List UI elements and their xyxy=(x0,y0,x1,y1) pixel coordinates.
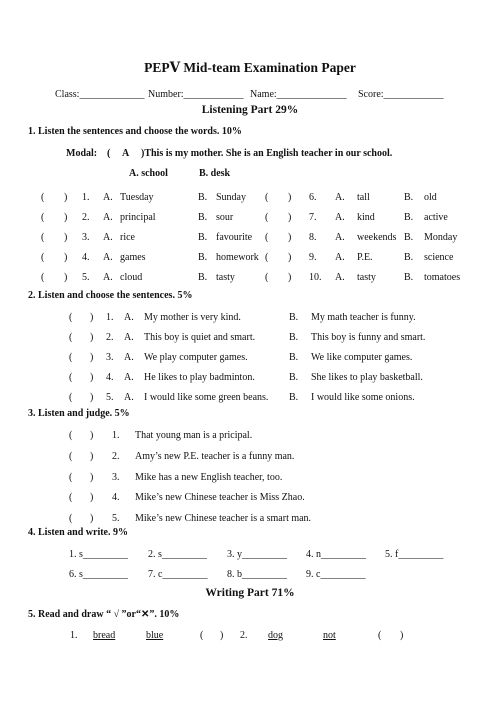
q2-option-b: She likes to play basketball. xyxy=(311,372,423,383)
q2-paren-open[interactable]: ( xyxy=(69,372,73,383)
model-sentence: )This is my mother. She is an English teacher in our school. xyxy=(141,148,393,159)
q1-option-a-letter: A. xyxy=(103,192,113,203)
q1-option-b-letter: B. xyxy=(198,272,208,283)
q2-option-a-letter: A. xyxy=(124,392,134,403)
q1-paren-close: ) xyxy=(64,192,68,203)
q4-blank[interactable]: 8. b_________ xyxy=(227,569,287,580)
number-field: Number:____________ xyxy=(148,89,244,100)
q3-paren-close: ) xyxy=(90,513,94,524)
q1-paren-close: ) xyxy=(64,232,68,243)
q1-item-number: 1. xyxy=(82,192,90,203)
q2-item-number: 4. xyxy=(106,372,114,383)
q1-paren-open[interactable]: ( xyxy=(41,272,45,283)
q2-paren-close: ) xyxy=(90,392,94,403)
q2-paren-open[interactable]: ( xyxy=(69,352,73,363)
q3-paren-open[interactable]: ( xyxy=(69,492,73,503)
q1-item-number: 2. xyxy=(82,212,90,223)
q1-option-a-letter-right: A. xyxy=(335,232,345,243)
model-label: Modal: xyxy=(66,148,98,159)
q3-paren-close: ) xyxy=(90,472,94,483)
q3-paren-open[interactable]: ( xyxy=(69,451,73,462)
writing-part-heading: Writing Part 71% xyxy=(205,587,295,599)
q2-option-b-letter: B. xyxy=(289,392,299,403)
q1-option-b: tasty xyxy=(216,272,235,283)
q1-option-b-letter: B. xyxy=(198,252,208,263)
q3-item-number: 5. xyxy=(112,513,120,524)
q1-paren-open-right[interactable]: ( xyxy=(265,252,269,263)
q3-item-number: 3. xyxy=(112,472,120,483)
q5-word-bread: bread xyxy=(93,630,116,641)
q3-statement: Amy’s new P.E. teacher is a funny man. xyxy=(135,451,295,462)
q1-option-a-letter-right: A. xyxy=(335,252,345,263)
q5-paren-open-2[interactable]: ( xyxy=(378,630,382,641)
q2-heading: 2. Listen and choose the sentences. 5% xyxy=(28,290,193,301)
q1-paren-open-right[interactable]: ( xyxy=(265,232,269,243)
q1-item-number-right: 8. xyxy=(309,232,317,243)
q3-paren-close: ) xyxy=(90,430,94,441)
q4-blank[interactable]: 5. f_________ xyxy=(385,549,444,560)
q3-statement: Mike’s new Chinese teacher is Miss Zhao. xyxy=(135,492,305,503)
q2-option-a: We play computer games. xyxy=(144,352,248,363)
q2-paren-close: ) xyxy=(90,352,94,363)
q1-option-b: Sunday xyxy=(216,192,246,203)
q4-blank[interactable]: 4. n_________ xyxy=(306,549,366,560)
q2-option-a: I would like some green beans. xyxy=(144,392,269,403)
model-option-b: B. desk xyxy=(199,168,231,179)
q1-paren-close: ) xyxy=(64,272,68,283)
model-answer: A xyxy=(122,148,130,159)
q5-word-not: not xyxy=(323,630,336,641)
q1-option-a-letter: A. xyxy=(103,272,113,283)
q3-item-number: 4. xyxy=(112,492,120,503)
q2-option-b-letter: B. xyxy=(289,352,299,363)
q5-word-dog: dog xyxy=(268,630,283,641)
q4-blank[interactable]: 1. s_________ xyxy=(69,549,128,560)
q2-option-b-letter: B. xyxy=(289,332,299,343)
q2-option-a-letter: A. xyxy=(124,332,134,343)
q1-option-b-letter-right: B. xyxy=(404,212,414,223)
q1-option-b-letter-right: B. xyxy=(404,272,414,283)
q2-option-a-letter: A. xyxy=(124,372,134,383)
q5-paren-close-2: ) xyxy=(400,630,404,641)
q5-paren-open-1[interactable]: ( xyxy=(200,630,204,641)
q1-option-a-letter: A. xyxy=(103,252,113,263)
q1-option-b-right: science xyxy=(424,252,454,263)
q2-option-a: This boy is quiet and smart. xyxy=(144,332,256,343)
model-paren: ( xyxy=(107,148,111,159)
q3-paren-close: ) xyxy=(90,492,94,503)
q1-option-a-letter-right: A. xyxy=(335,192,345,203)
q2-option-b: My math teacher is funny. xyxy=(311,312,416,323)
q1-paren-close: ) xyxy=(64,252,68,263)
q3-item-number: 1. xyxy=(112,430,120,441)
q2-paren-open[interactable]: ( xyxy=(69,392,73,403)
class-field: Class:_____________ xyxy=(55,89,145,100)
q2-option-b: We like computer games. xyxy=(311,352,413,363)
q2-paren-open[interactable]: ( xyxy=(69,312,73,323)
q1-option-a-right: P.E. xyxy=(357,252,373,263)
q2-option-a-letter: A. xyxy=(124,312,134,323)
model-option-a: A. school xyxy=(129,168,168,179)
q4-blank[interactable]: 7. c_________ xyxy=(148,569,208,580)
q1-option-b-right: Monday xyxy=(424,232,458,243)
q4-blank[interactable]: 3. y_________ xyxy=(227,549,287,560)
q1-option-a-letter-right: A. xyxy=(335,212,345,223)
q1-option-a-letter-right: A. xyxy=(335,272,345,283)
q2-item-number: 2. xyxy=(106,332,114,343)
q2-item-number: 5. xyxy=(106,392,114,403)
name-field: Name:______________ xyxy=(250,89,347,100)
q1-option-b-right: active xyxy=(424,212,448,223)
q3-paren-open[interactable]: ( xyxy=(69,513,73,524)
q2-option-b: I would like some onions. xyxy=(311,392,415,403)
q5-paren-close-1: ) xyxy=(220,630,224,641)
q1-item-number-right: 9. xyxy=(309,252,317,263)
q1-option-a: cloud xyxy=(120,272,143,283)
q1-option-b-letter: B. xyxy=(198,232,208,243)
q3-statement: That young man is a pricipal. xyxy=(135,430,253,441)
q3-paren-close: ) xyxy=(90,451,94,462)
q1-option-a: Tuesday xyxy=(120,192,154,203)
q3-paren-open[interactable]: ( xyxy=(69,430,73,441)
q2-option-a: He likes to play badminton. xyxy=(144,372,255,383)
q2-paren-open[interactable]: ( xyxy=(69,332,73,343)
q5-word-blue: blue xyxy=(146,630,164,641)
q5-heading: 5. Read and draw “ √ ”or“✕”. 10% xyxy=(28,609,180,620)
q1-paren-open-right[interactable]: ( xyxy=(265,192,269,203)
q2-option-b-letter: B. xyxy=(289,312,299,323)
q1-option-a: principal xyxy=(120,212,156,223)
q1-option-b-letter-right: B. xyxy=(404,252,414,263)
q4-blank[interactable]: 9. c_________ xyxy=(306,569,366,580)
q1-option-a-right: weekends xyxy=(357,232,397,243)
q1-option-a: rice xyxy=(120,232,135,243)
q1-paren-open[interactable]: ( xyxy=(41,192,45,203)
q1-option-b: homework xyxy=(216,252,259,263)
q4-blank[interactable]: 6. s_________ xyxy=(69,569,128,580)
q1-paren-close-right: ) xyxy=(288,272,292,283)
q1-option-b: favourite xyxy=(216,232,253,243)
q1-item-number: 4. xyxy=(82,252,90,263)
q1-item-number-right: 7. xyxy=(309,212,317,223)
q3-statement: Mike’s new Chinese teacher is a smart man. xyxy=(135,513,312,524)
q1-paren-close-right: ) xyxy=(288,212,292,223)
q1-item-number: 3. xyxy=(82,232,90,243)
q1-item-number-right: 10. xyxy=(309,272,322,283)
q1-option-a-right: tall xyxy=(357,192,370,203)
q2-option-a: My mother is very kind. xyxy=(144,312,241,323)
q1-paren-close-right: ) xyxy=(288,192,292,203)
q5-number-2: 2. xyxy=(240,630,248,641)
q1-option-b: sour xyxy=(216,212,234,223)
q1-paren-open-right[interactable]: ( xyxy=(265,212,269,223)
q1-paren-open-right[interactable]: ( xyxy=(265,272,269,283)
q4-heading: 4. Listen and write. 9% xyxy=(28,527,128,538)
q1-option-b-right: old xyxy=(424,192,437,203)
q2-item-number: 3. xyxy=(106,352,114,363)
q2-paren-close: ) xyxy=(90,372,94,383)
q1-option-b-letter-right: B. xyxy=(404,232,414,243)
q2-item-number: 1. xyxy=(106,312,114,323)
q4-blank[interactable]: 2. s_________ xyxy=(148,549,207,560)
q1-paren-close-right: ) xyxy=(288,232,292,243)
q1-option-a: games xyxy=(120,252,146,263)
q1-option-a-right: kind xyxy=(357,212,375,223)
q2-paren-close: ) xyxy=(90,332,94,343)
score-field: Score:____________ xyxy=(358,89,444,100)
q5-number-1: 1. xyxy=(70,630,78,641)
q1-item-number: 5. xyxy=(82,272,90,283)
q2-option-a-letter: A. xyxy=(124,352,134,363)
q1-paren-close: ) xyxy=(64,212,68,223)
q2-option-b-letter: B. xyxy=(289,372,299,383)
paper-title: PEPⅤ Mid-team Examination Paper xyxy=(144,60,356,75)
q1-option-b-right: tomatoes xyxy=(424,272,461,283)
q1-paren-open[interactable]: ( xyxy=(41,212,45,223)
q1-option-a-right: tasty xyxy=(357,272,376,283)
q1-item-number-right: 6. xyxy=(309,192,317,203)
q1-paren-close-right: ) xyxy=(288,252,292,263)
q1-paren-open[interactable]: ( xyxy=(41,252,45,263)
q1-option-a-letter: A. xyxy=(103,212,113,223)
q1-option-b-letter: B. xyxy=(198,192,208,203)
q2-option-b: This boy is funny and smart. xyxy=(311,332,426,343)
q1-option-b-letter-right: B. xyxy=(404,192,414,203)
q3-heading: 3. Listen and judge. 5% xyxy=(28,408,130,419)
listening-part-heading: Listening Part 29% xyxy=(201,104,299,116)
q3-statement: Mike has a new English teacher, too. xyxy=(135,472,283,483)
q1-option-b-letter: B. xyxy=(198,212,208,223)
q3-item-number: 2. xyxy=(112,451,120,462)
q2-paren-close: ) xyxy=(90,312,94,323)
q3-paren-open[interactable]: ( xyxy=(69,472,73,483)
q1-paren-open[interactable]: ( xyxy=(41,232,45,243)
q1-heading: 1. Listen the sentences and choose the words. 10% xyxy=(28,126,242,137)
q1-option-a-letter: A. xyxy=(103,232,113,243)
